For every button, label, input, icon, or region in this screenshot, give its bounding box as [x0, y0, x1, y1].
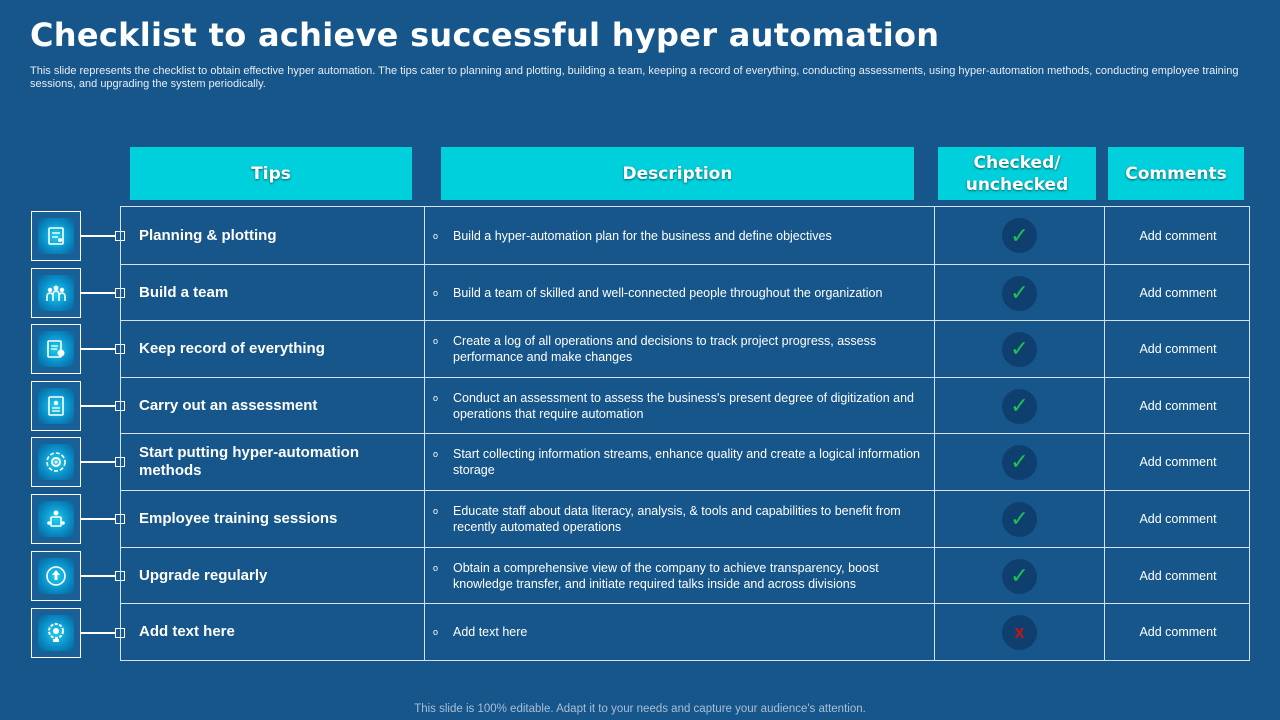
header-tips: Tips — [130, 147, 412, 200]
table-row — [121, 377, 1249, 434]
comment-cell[interactable]: Add comment — [1104, 434, 1251, 490]
tip-label: Start putting hyper-automation methods — [139, 444, 359, 479]
description-text: Build a hyper-automation plan for the business and define objectives — [453, 228, 832, 243]
bullet-marker: o — [433, 506, 439, 516]
team-icon — [31, 268, 81, 318]
comment-cell[interactable]: Add comment — [1104, 491, 1251, 547]
planning-board-icon — [31, 211, 81, 261]
page-title: Checklist to achieve successful hyper automation — [30, 16, 940, 54]
table-row — [121, 264, 1249, 321]
status-cell — [934, 604, 1104, 660]
check-icon[interactable]: ✓ — [1002, 389, 1037, 424]
status-cell — [934, 207, 1104, 264]
header-checked: Checked/ unchecked — [938, 147, 1096, 200]
description-cell — [424, 434, 934, 490]
tip-label: Employee training sessions — [139, 510, 338, 527]
status-cell — [934, 548, 1104, 604]
table-row — [121, 320, 1249, 377]
status-cell — [934, 321, 1104, 377]
assessment-icon — [31, 381, 81, 431]
comment-cell[interactable]: Add comment — [1104, 207, 1251, 264]
description-text: Add text here — [453, 625, 528, 639]
check-icon[interactable]: ✓ — [1002, 276, 1037, 311]
description-text: Create a log of all operations and decisions to track project progress, assess performance and make changes — [453, 334, 877, 364]
check-icon[interactable]: ✓ — [1002, 218, 1037, 253]
page-subtitle: This slide represents the checklist to obtain effective hyper automation. The tips cater to planning and plotting, building a team, keeping a record of everything, conducting assessments, using hyper-automation methods, conducting employee training sessions, and upgrading the system periodically. — [30, 65, 1239, 90]
comment-cell[interactable]: Add comment — [1104, 604, 1251, 660]
bullet-marker: o — [433, 393, 439, 403]
description-cell — [424, 321, 934, 377]
gear-cycle-icon — [31, 437, 81, 487]
check-icon[interactable]: ✓ — [1002, 332, 1037, 367]
lightbulb-gear-icon — [31, 608, 81, 658]
bullet-marker: o — [433, 288, 439, 298]
description-text: Conduct an assessment to assess the business's present degree of digitization and operations that require automation — [453, 391, 914, 421]
header-comments: Comments — [1108, 147, 1244, 200]
tip-label: Planning & plotting — [139, 226, 277, 244]
cross-icon[interactable]: x — [1002, 615, 1037, 650]
bullet-marker: o — [433, 336, 439, 346]
description-text: Start collecting information streams, enhance quality and create a logical information storage — [453, 447, 920, 477]
comment-cell[interactable]: Add comment — [1104, 321, 1251, 377]
status-cell — [934, 491, 1104, 547]
upgrade-icon — [31, 551, 81, 601]
status-cell — [934, 378, 1104, 434]
check-icon[interactable]: ✓ — [1002, 559, 1037, 594]
bullet-marker: o — [433, 627, 439, 637]
comment-cell[interactable]: Add comment — [1104, 265, 1251, 321]
tip-label: Build a team — [139, 284, 229, 301]
comment-cell[interactable]: Add comment — [1104, 378, 1251, 434]
check-icon[interactable]: ✓ — [1002, 445, 1037, 480]
comment-cell[interactable]: Add comment — [1104, 548, 1251, 604]
description-text: Build a team of skilled and well-connected people throughout the organization — [453, 286, 883, 300]
tip-label: Carry out an assessment — [139, 397, 318, 414]
table-row — [121, 603, 1249, 660]
bullet-marker: o — [433, 563, 439, 573]
record-icon — [31, 324, 81, 374]
description-cell — [424, 207, 934, 264]
description-text: Educate staff about data literacy, analysis, & tools and capabilities to benefit from recently automated operations — [453, 504, 901, 534]
bullet-marker: o — [433, 230, 439, 241]
bullet-marker: o — [433, 449, 439, 459]
tip-label: Upgrade regularly — [139, 567, 268, 584]
description-cell — [424, 604, 934, 660]
status-cell — [934, 434, 1104, 490]
checklist-table — [120, 206, 1250, 661]
description-cell — [424, 265, 934, 321]
description-cell — [424, 491, 934, 547]
description-cell — [424, 548, 934, 604]
description-text: Obtain a comprehensive view of the company to achieve transparency, boost knowledge transfer, and initiate required talks inside and across divisions — [453, 561, 879, 591]
table-row — [121, 547, 1249, 604]
tip-label: Keep record of everything — [139, 340, 325, 357]
status-cell — [934, 265, 1104, 321]
table-row — [121, 490, 1249, 547]
training-icon — [31, 494, 81, 544]
table-row — [121, 207, 1249, 264]
table-row — [121, 433, 1249, 490]
description-cell — [424, 378, 934, 434]
tip-label: Add text here — [139, 623, 235, 640]
check-icon[interactable]: ✓ — [1002, 502, 1037, 537]
header-description: Description — [441, 147, 914, 200]
footer-note: This slide is 100% editable. Adapt it to your needs and capture your audience's attention. — [414, 703, 866, 715]
